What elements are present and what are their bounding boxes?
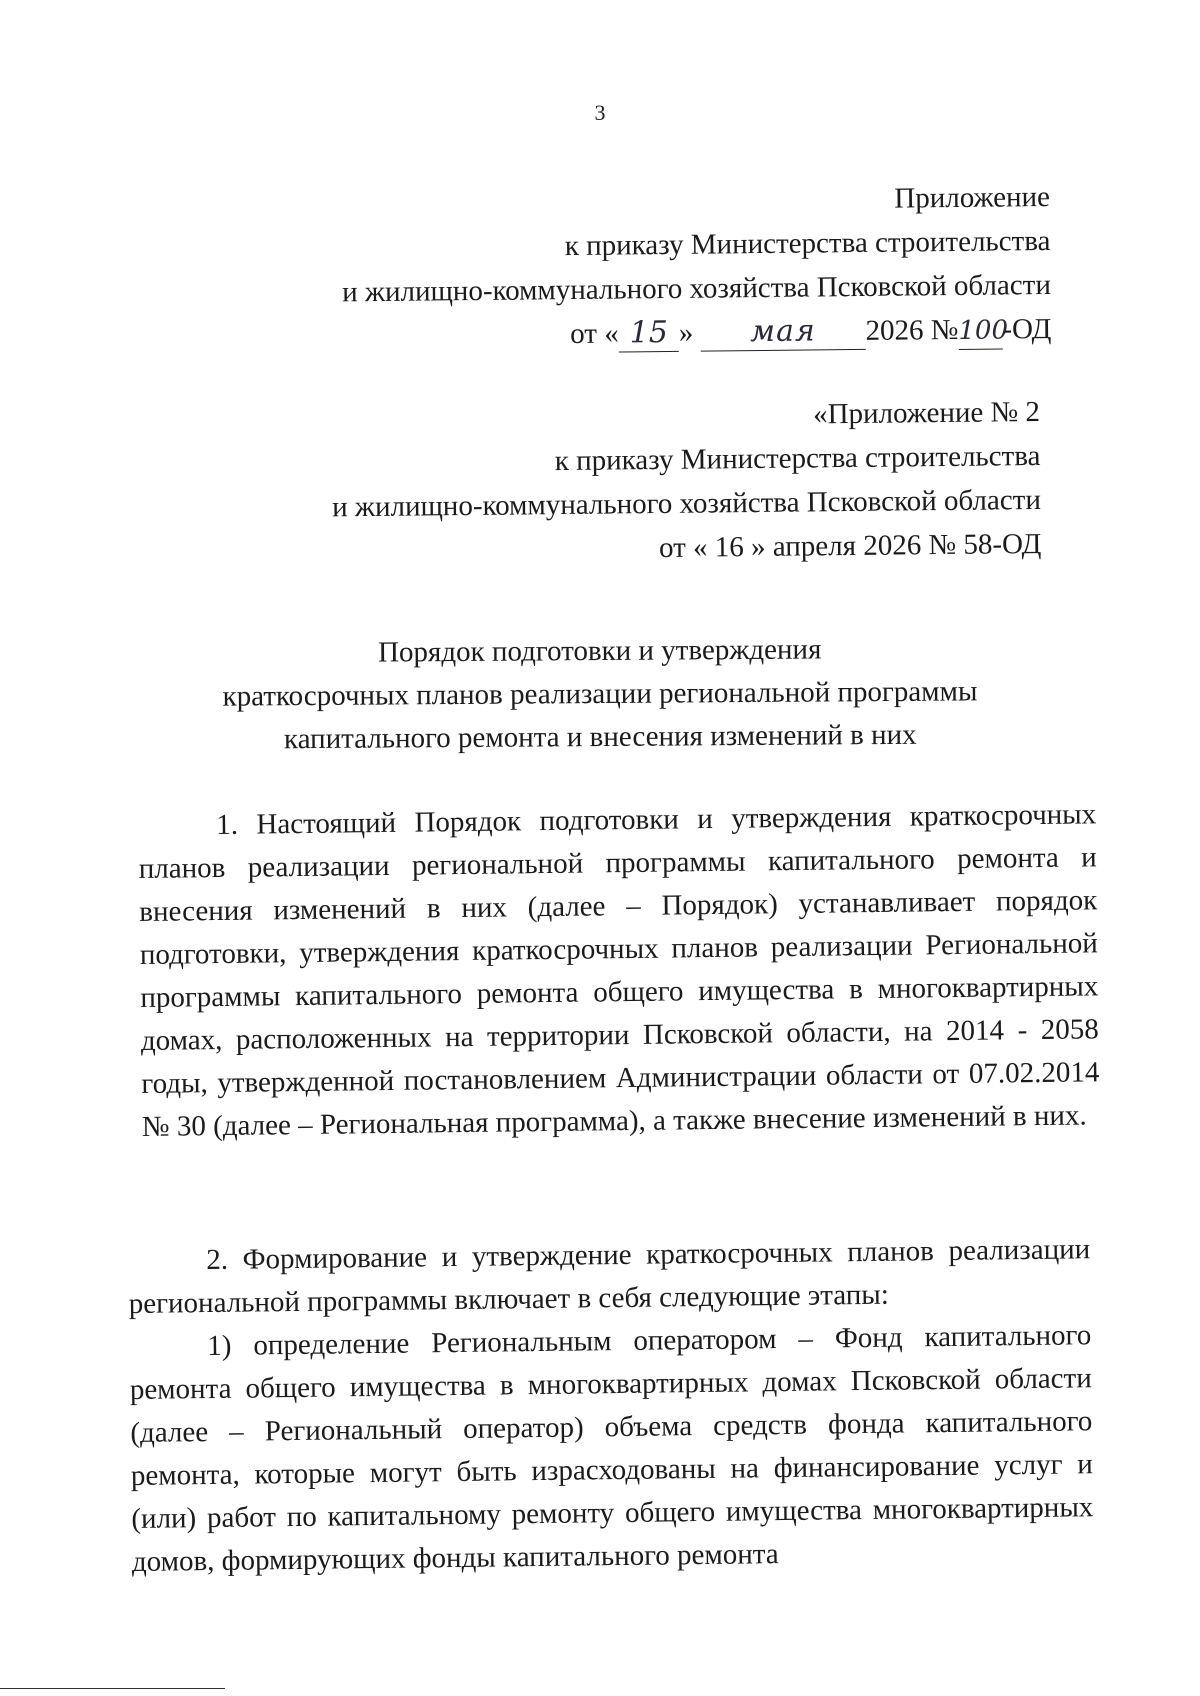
appendix-order-ref: к приказу Министерства строительства [564, 224, 1051, 263]
document-title [0, 626, 1200, 763]
date-prefix: от « [570, 317, 620, 351]
date-mid: » [678, 316, 694, 349]
paragraph-2-text: 2. Формирование и утверждение краткосрочных планов реализации региональной программы включает в себя следующие этапы: [128, 1233, 1091, 1320]
date-year-no: 2026 № [865, 313, 959, 347]
appendix-header-previous [331, 390, 1042, 573]
paragraph-2 [128, 1228, 1094, 1584]
appendix-ministry: и жилищно-коммунального хозяйства Псковской области [342, 268, 1052, 309]
handwritten-day: 15 [619, 315, 679, 353]
paragraph-2-item-1: 1) определение Региональным оператором – Фонд капитального ремонта общего имущества в многоквартирных домах Псковской области (далее – Региональный оператор) объема средств фонда капитального ремонта, которые могут быть израсходованы на финансирование услуг и (или) работ по капитальному ремонту общего имущества многоквартирных домов, формирующих фонды капитального ремонта [129, 1319, 1094, 1578]
appendix-header-current [341, 175, 1052, 358]
appendix-2-date: от « 16 » апреля 2026 № 58-ОД [659, 527, 1042, 564]
order-suffix: -ОД [1002, 312, 1052, 346]
appendix-title: Приложение [894, 180, 1051, 215]
handwritten-order-number: 100 [959, 313, 1003, 350]
handwritten-month: мая [701, 313, 866, 352]
footnote-divider [0, 1688, 225, 1689]
appendix-date-line [343, 307, 1052, 358]
title-line-2: краткосрочных планов реализации региональной программы [222, 675, 978, 713]
title-line-3: капитального ремонта и внесения изменений в них [283, 718, 917, 756]
paragraph-1 [138, 793, 1100, 1149]
page-number: 3 [594, 100, 606, 125]
appendix-2-title: «Приложение № 2 [813, 395, 1041, 431]
title-line-1: Порядок подготовки и утверждения [377, 633, 822, 669]
paragraph-1-text: 1. Настоящий Порядок подготовки и утверждения краткосрочных планов реализации региональной программы капитального ремонта и внесения изменений в них (далее – Порядок) устанавливает порядок подготовки, утверждения краткосрочных планов реализации Региональной программы капитального ремонта общего имущества в многоквартирных домах, расположенных на территории Псковской области, на 2014 - 2058 годы, утвержденной постановлением Администрации области от 07.02.2014 № 30 (далее – Региональная программа), а также внесение изменений в них. [138, 798, 1100, 1143]
appendix-2-ministry: и жилищно-коммунального хозяйства Псковской области [332, 483, 1042, 524]
appendix-2-order-ref: к приказу Министерства строительства [554, 439, 1041, 478]
